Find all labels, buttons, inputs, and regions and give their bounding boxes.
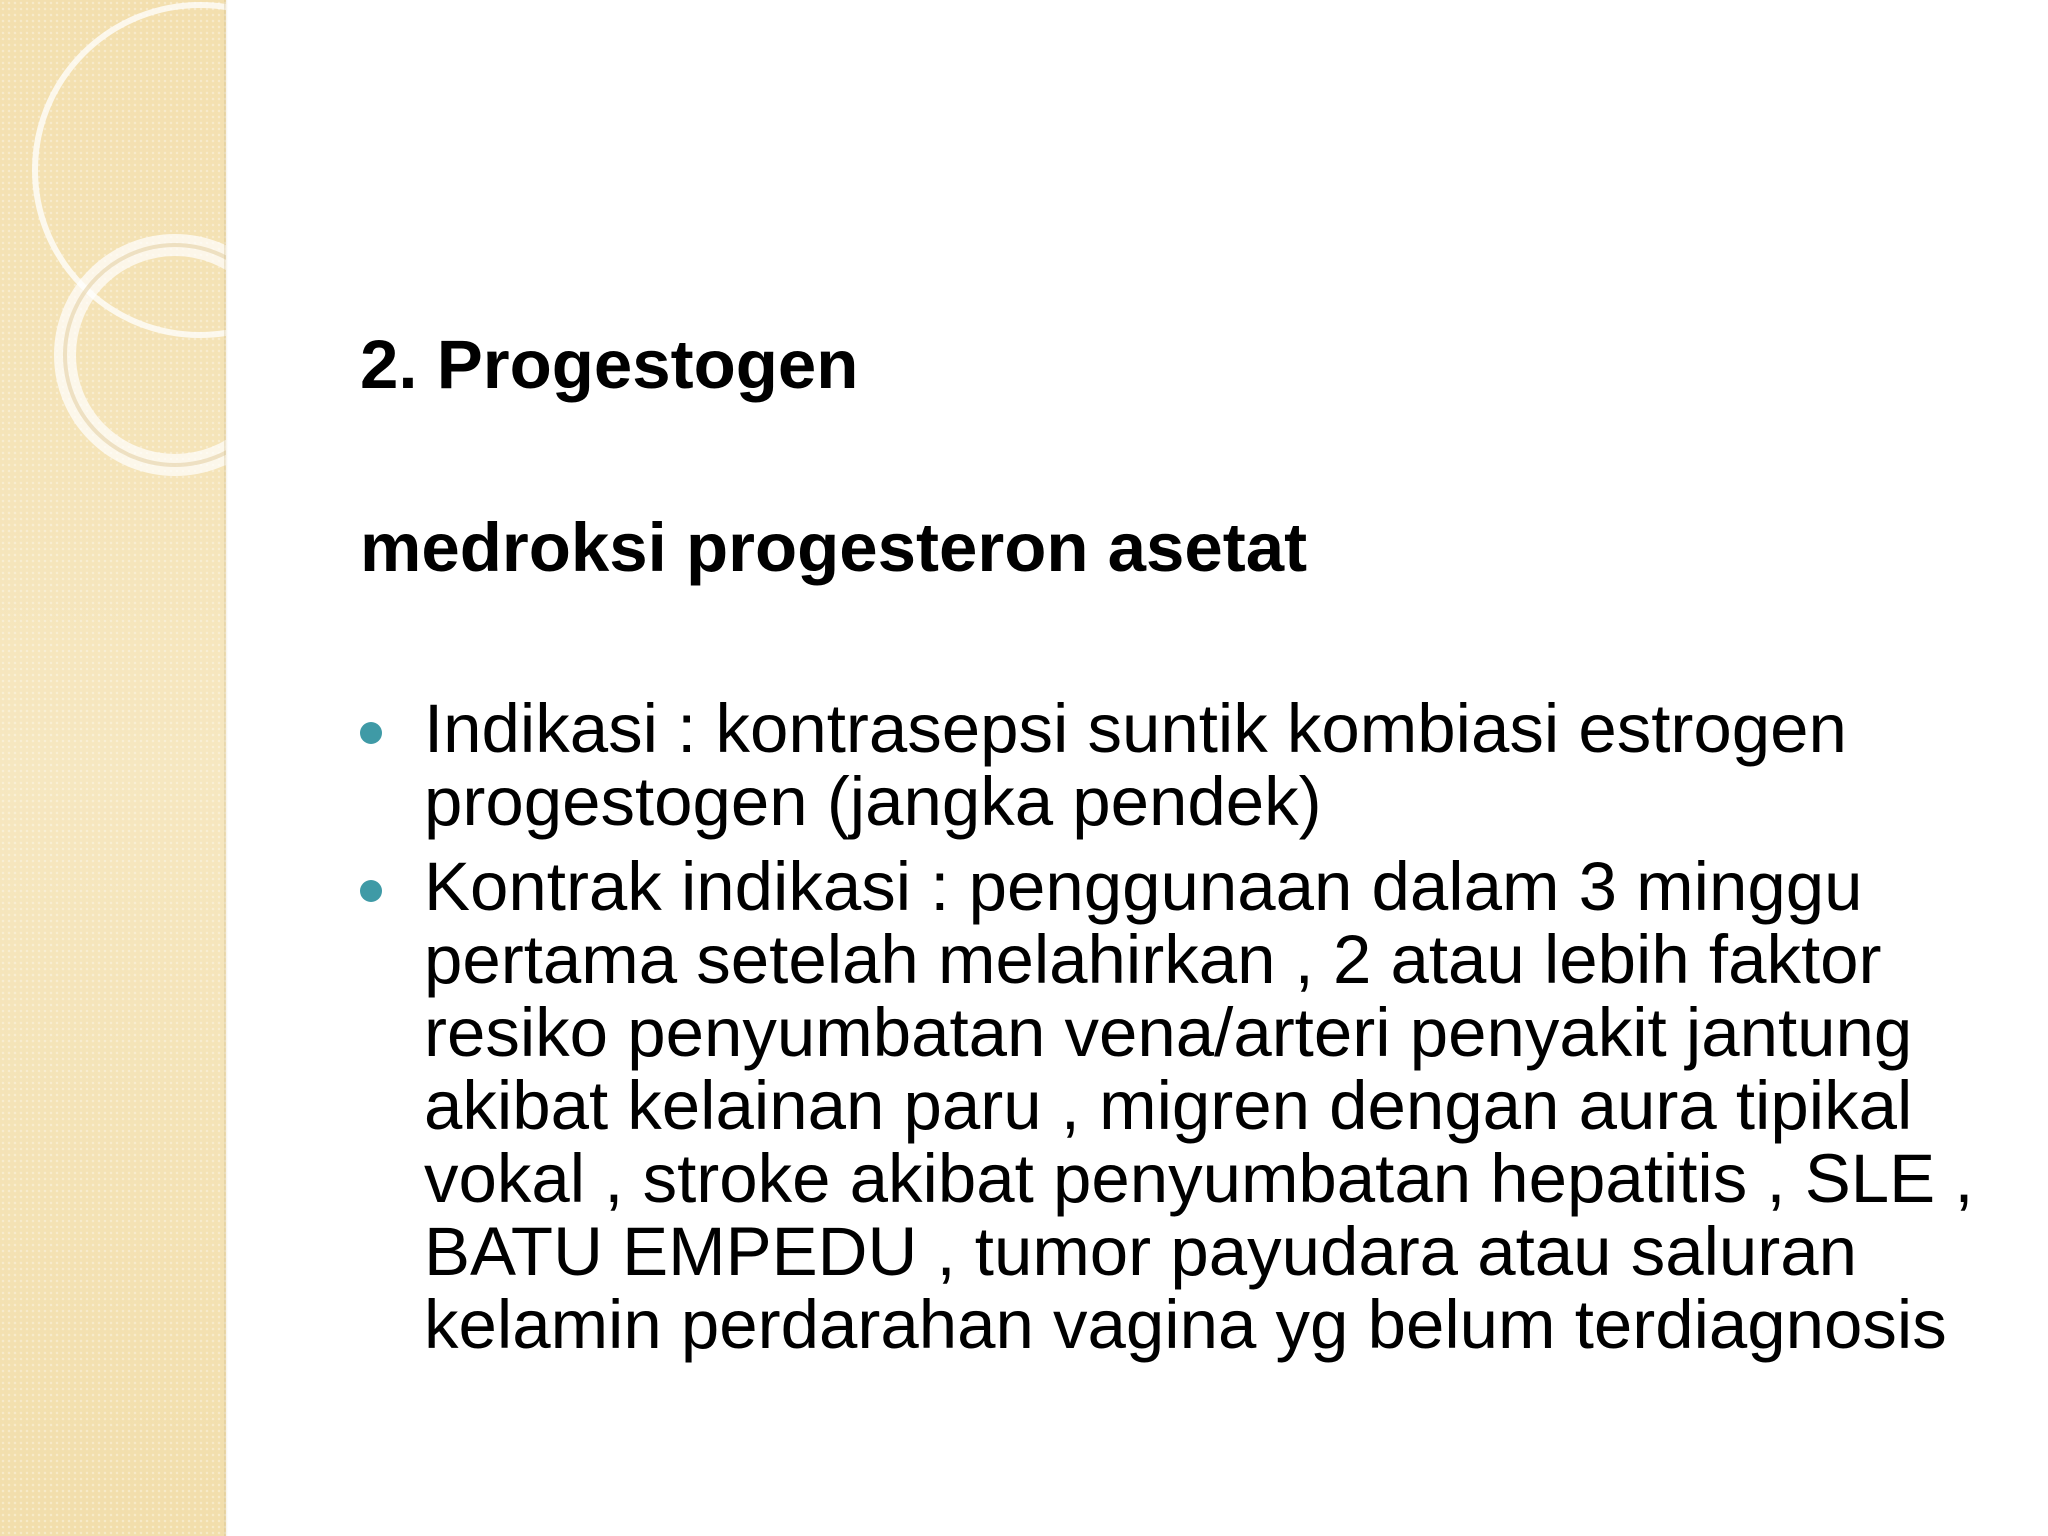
decorative-ring-large xyxy=(35,5,226,335)
slide-content xyxy=(360,0,1980,1536)
bullet-dot-icon xyxy=(360,880,382,902)
decorative-sidebar xyxy=(0,0,226,1536)
bullet-item-kontraindikasi xyxy=(360,850,1980,1361)
sidebar-edge-shadow xyxy=(224,0,228,1536)
bullet-text: Kontrak indikasi : penggunaan dalam 3 minggu pertama setelah melahirkan , 2 atau lebih faktor resiko penyumbatan vena/arteri penyakit jantung akibat kelainan paru , migren dengan aura tipikal vokal , stroke akibat penyumbatan hepatitis , SLE , BATU EMPEDU , tumor payudara atau saluran kelamin perdarahan vagina yg belum terdiagnosis xyxy=(424,848,1974,1363)
slide-heading: 2. Progestogen xyxy=(360,326,859,403)
bullet-item-indikasi xyxy=(360,692,1980,838)
decorative-ring-medium xyxy=(65,245,226,465)
bullet-list xyxy=(360,692,1980,1373)
bullet-dot-icon xyxy=(360,722,382,744)
decorative-rings xyxy=(0,0,226,560)
bullet-text: Indikasi : kontrasepsi suntik kombiasi estrogen progestogen (jangka pendek) xyxy=(424,690,1847,840)
slide-subheading: medroksi progesteron asetat xyxy=(360,509,1308,586)
